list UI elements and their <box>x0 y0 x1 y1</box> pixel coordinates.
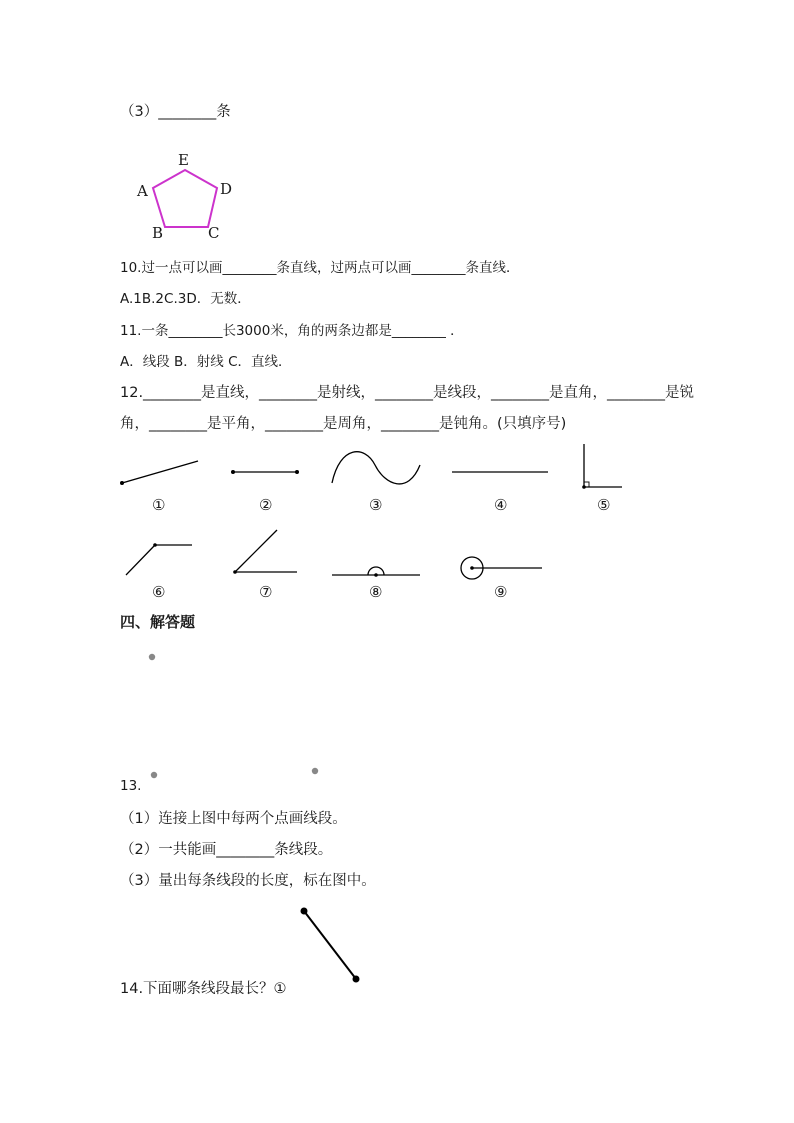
q14-text: 14.下面哪条线段最长？① <box>120 981 287 997</box>
q11-options: A．线段 B．射线 C．直线． <box>120 354 292 370</box>
figure-number-4: ④ <box>494 496 508 514</box>
q13-part3: （3）量出每条线段的长度，标在图中。 <box>120 873 376 889</box>
q12-line2: 角，________是平角，________是周角，________是钝角。(只填序号) <box>120 416 567 432</box>
pentagon-shape <box>153 170 217 227</box>
figure-number-2: ② <box>259 496 273 514</box>
pentagon-label-b: B <box>152 224 164 242</box>
q13-number: 13. <box>120 778 142 794</box>
q13-point-bottom-right <box>312 768 318 774</box>
figure-number-1: ① <box>152 496 166 514</box>
q10-text: 10.过一点可以画________条直线，过两点可以画________条直线． <box>120 260 520 276</box>
figure-8-straight-angle <box>332 567 420 577</box>
pentagon-label-a: A <box>137 182 148 200</box>
q14-segment-figure <box>295 902 365 987</box>
figure-number-3: ③ <box>369 496 383 514</box>
figure-1-ray <box>120 461 198 485</box>
figure-5-right-angle <box>582 444 622 489</box>
figure-2-segment <box>231 470 299 474</box>
pentagon-label-e: E <box>178 151 189 169</box>
q12-line1: 12.________是直线，________是射线，________是线段，________是直角，________是锐 <box>120 385 695 401</box>
section-4-title: 四、解答题 <box>120 613 196 631</box>
q10-options: A.1B.2C.3D．无数． <box>120 291 251 307</box>
q13-point-top <box>149 654 155 660</box>
figure-number-7: ⑦ <box>259 583 273 601</box>
figure-7-acute-angle <box>233 530 297 574</box>
figure-9-full-angle <box>461 557 542 579</box>
figure-6-bent-line <box>126 543 192 575</box>
figure-number-6: ⑥ <box>152 583 166 601</box>
figures-row-1 <box>110 440 650 500</box>
q9-part3: （3）________条 <box>120 104 231 120</box>
q13-point-bottom-left <box>151 772 157 778</box>
q13-part2: （2）一共能画________条线段。 <box>120 842 333 858</box>
figure-number-5: ⑤ <box>597 496 611 514</box>
q11-text: 11.一条________长3000米，角的两条边都是________ ． <box>120 323 464 339</box>
figure-number-9: ⑨ <box>494 583 508 601</box>
pentagon-label-d: D <box>220 180 233 198</box>
figure-number-8: ⑧ <box>369 583 383 601</box>
q13-part1: （1）连接上图中每两个点画线段。 <box>120 811 347 827</box>
q13-points-figure <box>140 645 330 785</box>
figures-row-2 <box>110 525 560 585</box>
pentagon-label-c: C <box>208 224 220 242</box>
figure-3-curve <box>332 452 420 484</box>
